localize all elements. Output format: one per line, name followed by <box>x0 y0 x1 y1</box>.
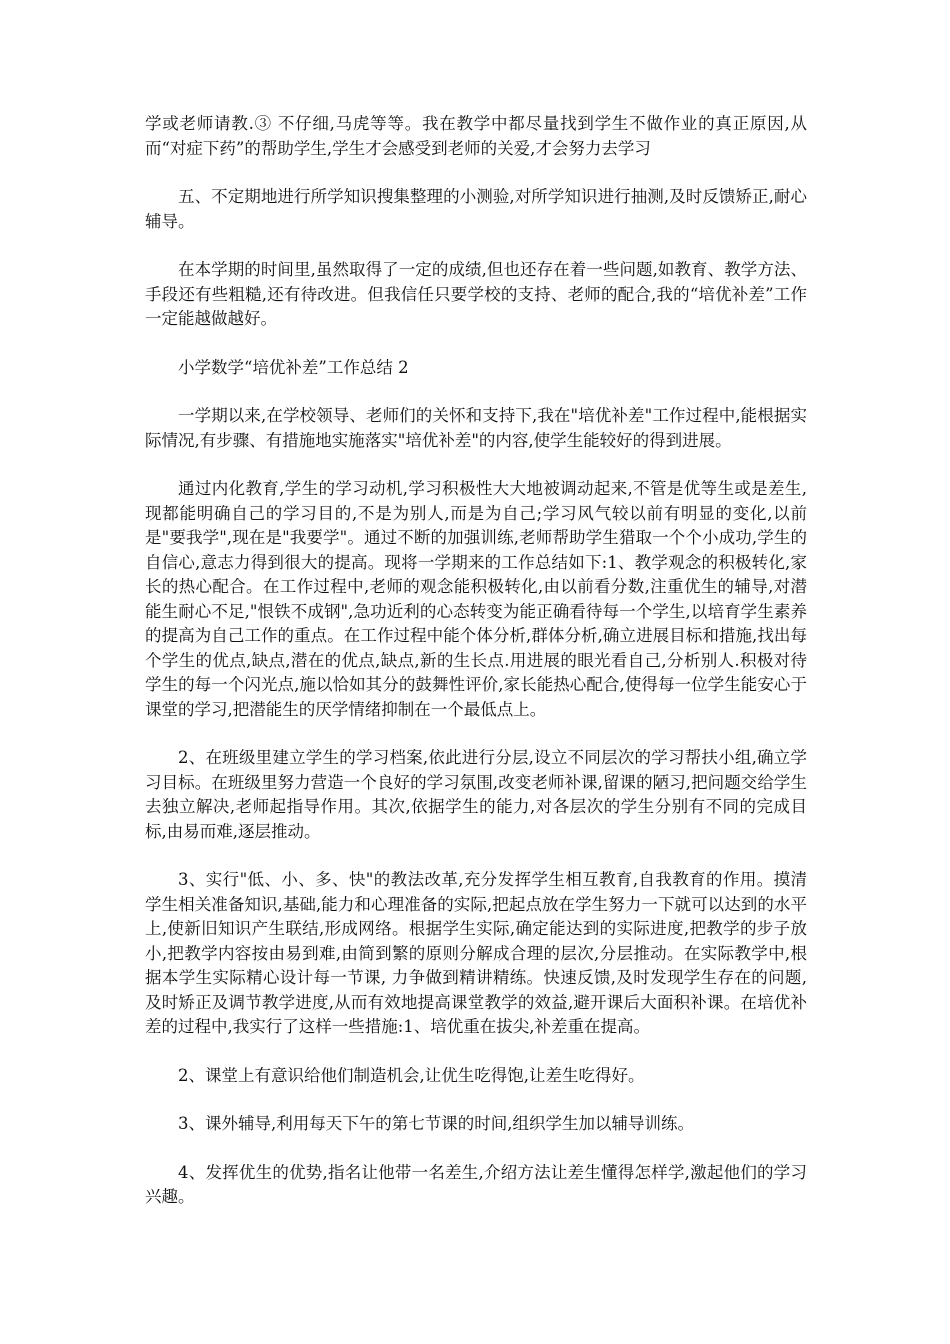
paragraph-measure-3: 3、课外辅导,利用每天下午的第七节课的时间,组织学生加以辅导训练。 <box>178 1114 694 1133</box>
paragraph-intro: 一学期以来,在学校领导、老师们的关怀和支持下,我在"培优补差"工作过程中,能根据实际情况,有步骤、有措施地实施落实"培优补差"的内容,使学生能较好的得到进展。 <box>145 406 807 450</box>
paragraph-measure-4: 4、发挥优生的优势,指名让他带一名差生,介绍方法让差生懂得怎样学,激起他们的学习兴趣。 <box>145 1162 807 1206</box>
paragraph-conclusion: 在本学期的时间里,虽然取得了一定的成绩,但也还存在着一些问题,如教育、教学方法、手段还有些粗糙,还有待改进。但我信任只要学校的支持、老师的配合,我的“培优补差”工作一定能越做越好。 <box>145 260 807 328</box>
paragraph-item-five: 五、不定期地进行所学知识搜集整理的小测验,对所学知识进行抽测,及时反馈矫正,耐心辅导。 <box>145 187 807 231</box>
paragraph-point-2: 2、在班级里建立学生的学习档案,依此进行分层,设立不同层次的学习帮扶小组,确立学习目标。在班级里努力营造一个良好的学习氛围,改变老师补课,留课的陋习,把问题交给学生去独立解决,老师起指导作用。其次,依据学生的能力,对各层次的学生分别有不同的完成目标,由易而难,逐层推动。 <box>145 748 807 841</box>
paragraph-point-3: 3、实行"低、小、多、快"的教法改革,充分发挥学生相互教育,自我教育的作用。摸清学生相关准备知识,基础,能力和心理准备的实际,把起点放在学生努力一下就可以达到的水平上,使新旧知识产生联结,形成网络。根据学生实际,确定能达到的实际进度,把教学的步子放小,把教学内容按由易到难,由简到繁的原则分解成合理的层次,分层推动。在实际教学中,根据本学生实际精心设计每一节课, 力争做到精讲精练。快速反馈,及时发现学生存在的问题,及时矫正及调节教学进度,从而有效地提高课堂教学的效益,避开课后大面积补课。在培优补差的过程中,我实行了这样一些措施:1、培优重在拔尖,补差重在提高。 <box>145 870 807 1036</box>
paragraph-measure-2: 2、课堂上有意识给他们制造机会,让优生吃得饱,让差生吃得好。 <box>178 1065 645 1085</box>
section-title: 小学数学“培优补差”工作总结 2 <box>178 357 409 377</box>
paragraph-education: 通过内化教育,学生的学习动机,学习积极性大大地被调动起来,不管是优等生或是差生,现都能明确自己的学习目的,不是为别人,而是为自己;学习风气较以前有明显的变化,以前是"要我学",现在是"我要学"。通过不断的加强训练,老师帮助学生猎取一个个小成功,学生的自信心,意志力得到很大的提高。现将一学期来的工作总结如下:1、教学观念的积极转化,家长的热心配合。在工作过程中,老师的观念能积极转化,由以前看分数,注重优生的辅导,对潜能生耐心不足,"恨铁不成钢",急功近利的心态转变为能正确看待每一个学生,以培育学生素养的提高为自己工作的重点。在工作过程中能个体分析,群体分析,确立进展目标和措施,找出每个学生的优点,缺点,潜在的优点,缺点,新的生长点.用进展的眼光看自己,分析别人.积极对待学生的每一个闪光点,施以恰如其分的鼓舞性评价,家长能热心配合,使得每一位学生能安心于课堂的学习,把潜能生的厌学情绪抑制在一个最低点上。 <box>145 479 807 719</box>
paragraph-continuation: 学或老师请教.③ 不仔细,马虎等等。我在教学中都尽量找到学生不做作业的真正原因,从而“对症下药”的帮助学生,学生才会感受到老师的关爱,才会努力去学习 <box>145 114 807 158</box>
document-body <box>145 112 807 1234</box>
